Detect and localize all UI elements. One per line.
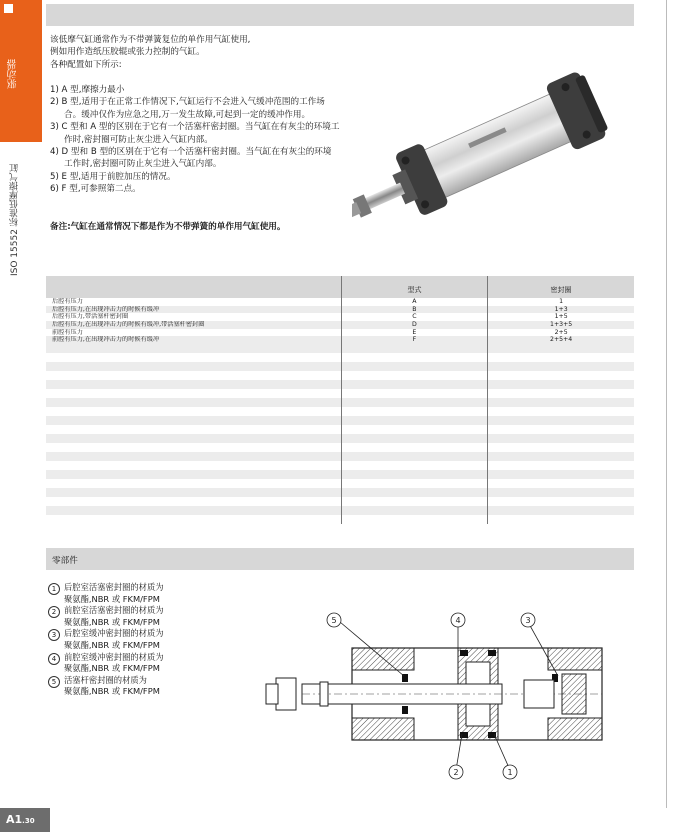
table-row: [46, 313, 634, 321]
part-line: 后腔室缓冲密封圈的材质为: [64, 628, 164, 639]
config-table: [46, 276, 634, 524]
empty-row: [46, 380, 634, 389]
table-cell: 2+5: [554, 328, 568, 336]
note-text: 备注:气缸在通常情况下都是作为不带弹簧的单作用气缸使用。: [50, 222, 286, 232]
header-cell: 密封圈: [550, 286, 572, 294]
parts-header-band: [46, 548, 634, 570]
part-line: 聚氨酯,NBR 或 FKM/FPM: [64, 663, 160, 674]
config-list: [50, 84, 340, 196]
table-cell: 后腔有压力,带活塞杆密封圈: [46, 313, 342, 321]
intro-line: 各种配置如下所示:: [50, 59, 122, 70]
part-line: 聚氨酯,NBR 或 FKM/FPM: [64, 593, 160, 604]
empty-row: [46, 443, 634, 452]
empty-row: [46, 425, 634, 434]
empty-row: [46, 353, 634, 362]
table-cell: 1: [559, 298, 564, 305]
config-item: 4) D 型和 B 型的区别在于它有一个活塞杆密封圈。当气缸在有灰尘的环境工作时,密封圈可防止灰尘进入气缸内部。: [50, 147, 332, 170]
table-row: [46, 329, 634, 337]
part-number: 5: [48, 676, 60, 688]
header-band: [46, 4, 634, 26]
table-cell: 1+3: [554, 305, 568, 313]
callout-label: 2: [453, 768, 459, 777]
parts-title: 零部件: [52, 556, 78, 566]
empty-row: [46, 452, 634, 461]
header-cell: [46, 276, 342, 298]
part-line: 前腔室活塞密封圈的材质为: [64, 605, 164, 616]
part-line: 后腔室活塞密封圈的材质为: [64, 582, 164, 592]
part-item: [48, 628, 248, 651]
empty-row: [46, 389, 634, 398]
empty-row: [46, 416, 634, 425]
config-item: 3) C 型和 A 型的区别在于它有一个活塞杆密封圈。当气缸在有灰尘的环境工作时,密封圈可防止灰尘进入气缸内部。: [50, 122, 340, 145]
table-cell: 后腔有压力,在出现冲击力的时候有缓冲: [46, 306, 342, 314]
empty-row: [46, 461, 634, 470]
empty-row: [46, 470, 634, 479]
part-item: [48, 605, 248, 628]
table-row: [46, 336, 634, 344]
page-number: [0, 808, 50, 832]
intro-line: 该低摩气缸通常作为不带弹簧复位的单作用气缸使用,: [50, 35, 251, 45]
part-line: 前腔室缓冲密封圈的材质为: [64, 651, 164, 662]
intro-line: 例如用作造纸压胶辊或张力控制的气缸。: [50, 47, 205, 58]
page-number-sub: .30: [22, 817, 35, 825]
empty-row: [46, 479, 634, 488]
table-cell: C: [342, 313, 489, 321]
table-cell: B: [342, 306, 489, 314]
part-line: 聚氨酯,NBR 或 FKM/FPM: [64, 616, 160, 627]
empty-row: [46, 344, 634, 353]
part-number: 4: [48, 653, 60, 665]
table-cell: D: [342, 321, 489, 329]
callout-label: 4: [455, 616, 461, 625]
parts-list: [48, 582, 248, 698]
table-header: [46, 276, 634, 298]
config-item: 1) A 型,摩擦力最小: [50, 85, 125, 95]
empty-row: [46, 515, 634, 524]
intro-text: [50, 34, 340, 71]
callout-label: 1: [507, 768, 513, 777]
config-item: 6) F 型,可参照第二点。: [50, 184, 141, 195]
table-cell: 1+5: [554, 313, 568, 321]
config-item: 2) B 型,适用于在正常工作情况下,气缸运行不会进入气缓冲范围的工作场合。缓冲仅作为应急之用,万一发生故障,可起到一定的缓冲作用。: [50, 97, 325, 120]
section-tab-label: 驱动器: [8, 59, 19, 89]
part-line: 活塞杆密封圈的材质为: [64, 674, 147, 685]
part-number: 3: [48, 629, 60, 641]
part-line: 聚氨酯,NBR 或 FKM/FPM: [64, 639, 160, 650]
part-item: [48, 582, 248, 605]
config-item: 5) E 型,适用于前腔加压的情况。: [50, 171, 176, 182]
empty-row: [46, 488, 634, 497]
table-cell: 2+5+4: [550, 336, 573, 344]
empty-row: [46, 497, 634, 506]
empty-row: [46, 398, 634, 407]
empty-row: [46, 362, 634, 371]
cylinder-photo: [352, 66, 642, 226]
empty-row: [46, 434, 634, 443]
header-cell: 型式: [342, 276, 488, 298]
part-number: 1: [48, 583, 60, 595]
table-row: [46, 321, 634, 329]
tab-marker: [4, 4, 13, 13]
table-cell: 后腔有压力: [46, 298, 342, 306]
table-cell: 前腔有压力,在出现冲击力的时候有缓冲: [46, 336, 342, 344]
empty-row: [46, 407, 634, 416]
cylinder-cross-section: [262, 604, 622, 784]
part-item: [48, 675, 248, 698]
callout-label: 3: [525, 616, 531, 625]
part-item: [48, 652, 248, 675]
table-cell: A: [342, 298, 489, 306]
table-row: [46, 298, 634, 306]
callout-label: 5: [331, 616, 337, 625]
page-border: [666, 0, 667, 808]
empty-rows: [46, 344, 634, 524]
empty-row: [46, 506, 634, 515]
table-cell: E: [342, 329, 489, 337]
table-cell: 后腔有压力,在出现冲击力的时候有缓冲,带活塞杆密封圈: [46, 321, 342, 329]
table-cell: F: [342, 336, 489, 344]
table-cell: 1+3+5: [550, 321, 573, 329]
part-number: 2: [48, 606, 60, 618]
series-title: ISO 15552 标准低摩擦气缸: [10, 163, 20, 277]
table-cell: 前腔有压力: [46, 329, 342, 337]
page-number-main: A1: [6, 813, 23, 826]
part-line: 聚氨酯,NBR 或 FKM/FPM: [64, 686, 160, 697]
table-row: [46, 306, 634, 314]
empty-row: [46, 371, 634, 380]
